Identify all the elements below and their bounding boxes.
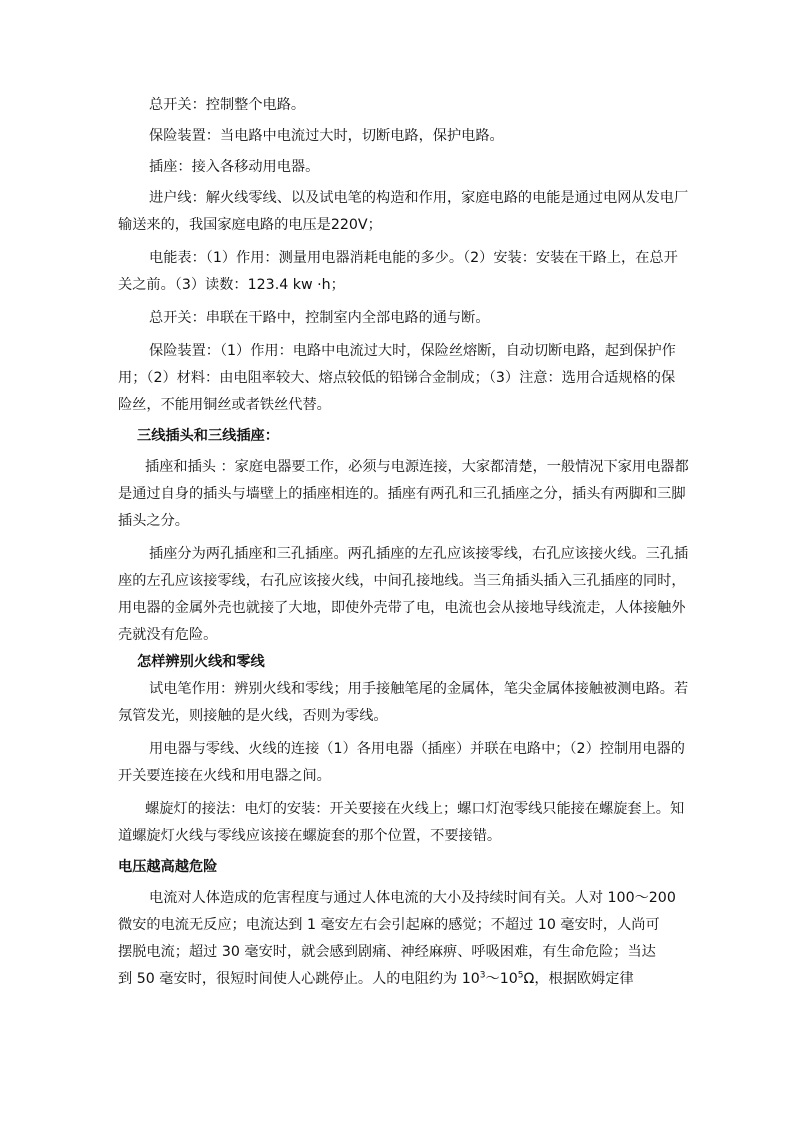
text-line: 用；（2）材料：由电阻率较大、熔点较低的铅锑合金制成；（3）注意：选用合适规格的保	[118, 370, 676, 386]
paragraph-tester	[118, 676, 690, 730]
paragraph-socket-types	[118, 541, 690, 649]
text-segment: ～10	[485, 971, 518, 987]
paragraph-screw-lamp	[118, 796, 690, 850]
text-line: 座的左孔应该接零线，右孔应该接火线，中间孔接地线。当三角插头插入三孔插座的同时，	[118, 573, 686, 589]
paragraph-main-switch-2	[118, 305, 690, 332]
superscript: 5	[517, 970, 524, 981]
text-line: 插座和插头 ：家庭电器要工作，必须与电源连接，大家都清楚，一般情况下家用电器都	[145, 459, 689, 475]
text-line: 螺旋灯的接法：电灯的安装：开关要接在火线上；螺口灯泡零线只能接在螺旋套上。知	[145, 801, 685, 817]
heading-identify-wires: 怎样辨别火线和零线	[137, 654, 265, 670]
text-line: 道螺旋灯火线与零线应该接在螺旋套的那个位置，不要接错。	[118, 828, 502, 844]
paragraph-connection	[118, 736, 690, 790]
text-line: 进户线：解火线零线、以及试电笔的构造和作用，家庭电路的电能是通过电网从发电厂	[149, 190, 689, 206]
text-line: 保险装置：当电路中电流过大时，切断电路，保护电路。	[149, 128, 504, 144]
paragraph-socket	[118, 154, 690, 181]
text-segment: 到 50 毫安时，很短时间使人心跳停止。人的电阻约为 10	[118, 971, 480, 987]
paragraph-fuse	[118, 123, 690, 150]
paragraph-plug	[118, 454, 690, 535]
text-line: 保险装置：（1）作用：电路中电流过大时，保险丝熔断，自动切断电路，起到保护作	[149, 343, 676, 359]
text-line: 关之前。（3）读数：123.4 kw ·h；	[118, 277, 345, 293]
text-line: 试电笔作用：辨别火线和零线；用手接触笔尾的金属体，笔尖金属体接触被测电路。若	[149, 681, 689, 697]
text-line: 微安的电流无反应；电流达到 1 毫安左右会引起麻的感觉；不超过 10 毫安时，人尚可	[118, 917, 660, 933]
text-line: 氖管发光，则接触的是火线，否则为零线。	[118, 708, 388, 724]
heading-three-wire-plug: 三线插头和三线插座：	[137, 428, 279, 444]
text-line: 摆脱电流；超过 30 毫安时，就会感到剧痛、神经麻痹、呼吸困难，有生命危险；当达	[118, 944, 656, 960]
paragraph-current-danger	[118, 885, 690, 993]
document-body	[118, 92, 690, 993]
text-line: 插座分为两孔插座和三孔插座。两孔插座的左孔应该接零线，右孔应该接火线。三孔插	[149, 546, 689, 562]
text-line: 插座：接入各移动用电器。	[149, 159, 320, 175]
text-line: 电能表：（1）作用：测量用电器消耗电能的多少。（2）安装：安装在干路上，在总开	[149, 250, 678, 266]
text-line	[118, 966, 690, 993]
text-segment: Ω，根据欧姆定律	[523, 971, 634, 987]
paragraph-fuse-2	[118, 338, 690, 419]
text-line: 插头之分。	[118, 513, 189, 529]
text-line: 用电器的金属外壳也就接了大地，即使外壳带了电，电流也会从接地导线流走，人体接触外	[118, 600, 686, 616]
text-line: 是通过自身的插头与墙壁上的插座相连的。插座有两孔和三孔插座之分，插头有两脚和三脚	[118, 486, 686, 502]
text-line: 总开关：串联在干路中，控制室内全部电路的通与断。	[149, 310, 490, 326]
paragraph-meter	[118, 245, 690, 299]
text-line: 电流对人体造成的危害程度与通过人体电流的大小及持续时间有关。人对 100～200	[149, 890, 676, 906]
heading-voltage-danger: 电压越高越危险	[118, 859, 218, 875]
superscript: 3	[479, 970, 486, 981]
text-line: 开关要连接在火线和用电器之间。	[118, 768, 331, 784]
text-line: 壳就没有危险。	[118, 627, 218, 643]
text-line: 用电器与零线、火线的连接（1）各用电器（插座）并联在电路中；（2）控制用电器的	[149, 741, 685, 757]
text-line: 总开关：控制整个电路。	[149, 97, 306, 113]
text-line: 输送来的，我国家庭电路的电压是220V；	[118, 217, 382, 233]
paragraph-main-switch	[118, 92, 690, 119]
text-line: 险丝，不能用铜丝或者铁丝代替。	[118, 397, 331, 413]
paragraph-incoming-line	[118, 185, 690, 239]
